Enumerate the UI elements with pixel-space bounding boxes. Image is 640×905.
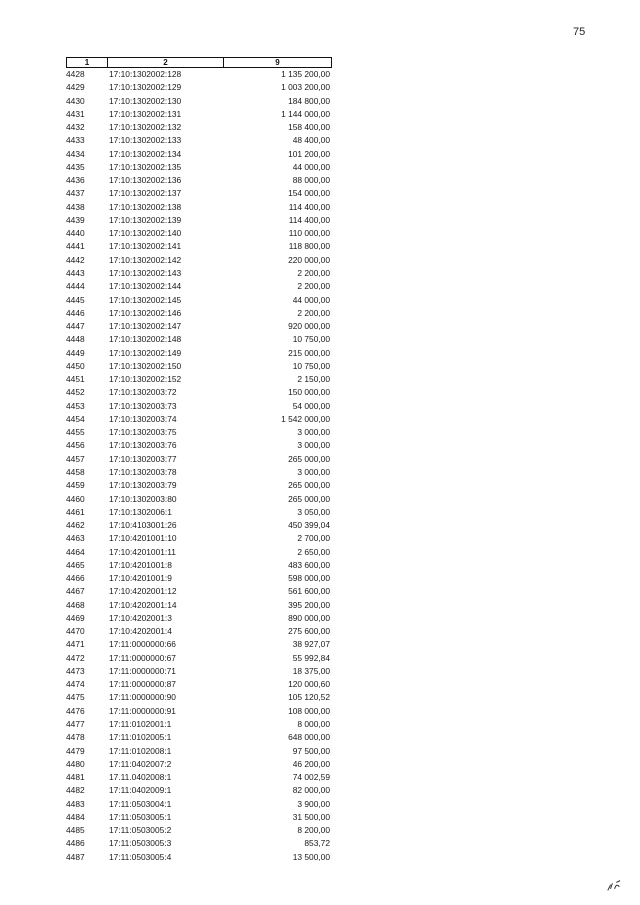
table-row — [64, 280, 339, 293]
table-row — [64, 811, 339, 824]
row-number: 4460 — [66, 493, 85, 504]
row-number: 4435 — [66, 161, 85, 172]
row-amount: 483 600,00 — [288, 559, 330, 570]
table-row — [64, 254, 339, 267]
cadastral-number: 17:10:4202001:12 — [109, 586, 177, 597]
row-amount: 215 000,00 — [288, 347, 330, 358]
row-number: 4483 — [66, 798, 85, 809]
row-number: 4484 — [66, 811, 85, 822]
row-number: 4429 — [66, 82, 85, 93]
column-header-2: 2 — [108, 58, 224, 67]
row-amount: 395 200,00 — [288, 599, 330, 610]
row-number: 4463 — [66, 533, 85, 544]
row-number: 4459 — [66, 480, 85, 491]
table-row — [64, 731, 339, 744]
cadastral-number: 17:10:4201001:9 — [109, 573, 172, 584]
table-row — [64, 758, 339, 771]
table-row — [64, 585, 339, 598]
row-number: 4465 — [66, 559, 85, 570]
row-amount: 97 500,00 — [292, 745, 330, 756]
row-number: 4478 — [66, 732, 85, 743]
table-row — [64, 373, 339, 386]
cadastral-number: 17:10:1302003:73 — [109, 400, 177, 411]
row-number: 4468 — [66, 599, 85, 610]
table-row — [64, 612, 339, 625]
table-row — [64, 121, 339, 134]
row-amount: 3 000,00 — [297, 427, 330, 438]
table-row — [64, 201, 339, 214]
row-number: 4486 — [66, 838, 85, 849]
cadastral-number: 17:10:1302003:76 — [109, 440, 177, 451]
table-row — [64, 718, 339, 731]
table-row — [64, 294, 339, 307]
row-number: 4461 — [66, 506, 85, 517]
row-number: 4469 — [66, 612, 85, 623]
table-row — [64, 240, 339, 253]
table-row — [64, 691, 339, 704]
row-number: 4437 — [66, 188, 85, 199]
row-amount: 598 000,00 — [288, 573, 330, 584]
table-row — [64, 652, 339, 665]
row-number: 4474 — [66, 679, 85, 690]
row-number: 4457 — [66, 453, 85, 464]
cadastral-number: 17:11:0503005:3 — [109, 838, 172, 849]
row-amount: 853,72 — [304, 838, 330, 849]
table-row — [64, 95, 339, 108]
table-row — [64, 493, 339, 506]
row-amount: 154 000,00 — [288, 188, 330, 199]
row-amount: 275 600,00 — [288, 626, 330, 637]
row-amount: 2 150,00 — [297, 374, 330, 385]
row-number: 4476 — [66, 705, 85, 716]
table-row — [64, 320, 339, 333]
row-number: 4462 — [66, 520, 85, 531]
row-amount: 38 927,07 — [292, 639, 330, 650]
row-amount: 118 800,00 — [288, 241, 330, 252]
cadastral-number: 17:11:0503004:1 — [109, 798, 172, 809]
row-number: 4458 — [66, 466, 85, 477]
table-row — [64, 386, 339, 399]
cadastral-number: 17:10:1302002:139 — [109, 214, 182, 225]
row-number: 4473 — [66, 665, 85, 676]
cadastral-number: 17:10:1302002:137 — [109, 188, 182, 199]
table-row — [64, 771, 339, 784]
row-amount: 88 000,00 — [292, 175, 330, 186]
cadastral-number: 17:10:1302002:129 — [109, 82, 182, 93]
table-row — [64, 638, 339, 651]
row-number: 4450 — [66, 360, 85, 371]
cadastral-number: 17:10:1302003:77 — [109, 453, 177, 464]
cadastral-number: 17:10:1302002:150 — [109, 360, 182, 371]
cadastral-number: 17.11.0402008:1 — [109, 772, 172, 783]
row-number: 4475 — [66, 692, 85, 703]
cadastral-number: 17:11:0102001:1 — [109, 719, 172, 730]
cadastral-number: 17:10:1302002:141 — [109, 241, 182, 252]
cadastral-number: 17:10:4201001:11 — [109, 546, 176, 557]
cadastral-number: 17:10:1302002:136 — [109, 175, 182, 186]
row-number: 4446 — [66, 307, 85, 318]
cadastral-number: 17:11:0000000:91 — [109, 705, 176, 716]
row-amount: 265 000,00 — [288, 493, 330, 504]
row-number: 4481 — [66, 772, 85, 783]
row-number: 4453 — [66, 400, 85, 411]
row-number: 4480 — [66, 758, 85, 769]
row-amount: 920 000,00 — [288, 321, 330, 332]
cadastral-number: 17:10:1302006:1 — [109, 506, 172, 517]
cadastral-number: 17:10:1302003:74 — [109, 413, 177, 424]
table-row — [64, 413, 339, 426]
row-number: 4440 — [66, 228, 85, 239]
row-amount: 3 050,00 — [297, 506, 330, 517]
row-amount: 101 200,00 — [288, 148, 330, 159]
row-amount: 1 144 000,00 — [281, 108, 330, 119]
row-number: 4466 — [66, 573, 85, 584]
row-amount: 3 000,00 — [297, 466, 330, 477]
row-number: 4482 — [66, 785, 85, 796]
row-amount: 114 400,00 — [288, 201, 330, 212]
table-row — [64, 161, 339, 174]
row-amount: 158 400,00 — [288, 122, 330, 133]
row-number: 4436 — [66, 175, 85, 186]
cadastral-number: 17:10:1302002:133 — [109, 135, 182, 146]
cadastral-number: 17:11:0102008:1 — [109, 745, 172, 756]
column-header-9: 9 — [275, 58, 280, 67]
row-amount: 648 000,00 — [288, 732, 330, 743]
cadastral-number: 17:10:1302002:142 — [109, 254, 182, 265]
row-number: 4452 — [66, 387, 85, 398]
cadastral-number: 17:10:1302002:143 — [109, 267, 182, 278]
page-number: 75 — [573, 26, 586, 38]
row-amount: 31 500,00 — [292, 811, 330, 822]
table-row — [64, 307, 339, 320]
row-number: 4439 — [66, 214, 85, 225]
cadastral-number: 17:11:0503005:2 — [109, 825, 172, 836]
table-row — [64, 798, 339, 811]
row-number: 4470 — [66, 626, 85, 637]
row-number: 4447 — [66, 321, 85, 332]
table-row — [64, 227, 339, 240]
row-amount: 108 000,00 — [288, 705, 330, 716]
row-amount: 1 003 200,00 — [281, 82, 330, 93]
cadastral-number: 17:10:1302002:147 — [109, 321, 182, 332]
row-amount: 114 400,00 — [288, 214, 330, 225]
table-row — [64, 784, 339, 797]
table-row — [64, 134, 339, 147]
table-row — [64, 187, 339, 200]
row-amount: 82 000,00 — [292, 785, 330, 796]
row-amount: 2 200,00 — [297, 307, 330, 318]
table-row — [64, 665, 339, 678]
table-row — [64, 479, 339, 492]
row-number: 4434 — [66, 148, 85, 159]
table-row — [64, 453, 339, 466]
row-number: 4431 — [66, 108, 85, 119]
row-amount: 3 900,00 — [297, 798, 330, 809]
row-number: 4485 — [66, 825, 85, 836]
table-row — [64, 81, 339, 94]
row-amount: 2 200,00 — [297, 267, 330, 278]
cadastral-number: 17:10:4202001:4 — [109, 626, 172, 637]
row-amount: 3 000,00 — [297, 440, 330, 451]
cadastral-number: 17:10:1302003:78 — [109, 466, 177, 477]
cadastral-number: 17:10:1302002:128 — [109, 69, 182, 79]
table-row — [64, 678, 339, 691]
row-amount: 44 000,00 — [292, 161, 330, 172]
cadastral-number: 17:10:1302002:148 — [109, 334, 182, 345]
row-number: 4464 — [66, 546, 85, 557]
row-amount: 2 650,00 — [297, 546, 330, 557]
cadastral-number: 17:10:1302003:72 — [109, 387, 177, 398]
table-row — [64, 148, 339, 161]
row-amount: 10 750,00 — [292, 360, 330, 371]
cadastral-number: 17:10:1302002:131 — [109, 108, 182, 119]
table-row — [64, 745, 339, 758]
row-amount: 8 200,00 — [297, 825, 330, 836]
row-amount: 8 000,00 — [297, 719, 330, 730]
row-number: 4432 — [66, 122, 85, 133]
row-amount: 561 600,00 — [288, 586, 330, 597]
row-number: 4479 — [66, 745, 85, 756]
table-row — [64, 174, 339, 187]
table-row — [64, 426, 339, 439]
table-row — [64, 108, 339, 121]
row-amount: 150 000,00 — [288, 387, 330, 398]
cadastral-number: 17:10:4202001:14 — [109, 599, 177, 610]
row-number: 4448 — [66, 334, 85, 345]
table-row — [64, 360, 339, 373]
cadastral-number: 17:11:0000000:71 — [109, 665, 176, 676]
row-number: 4471 — [66, 639, 85, 650]
cadastral-number: 17:11:0402009:1 — [109, 785, 172, 796]
table-row — [64, 214, 339, 227]
row-number: 4455 — [66, 427, 85, 438]
table-row — [64, 837, 339, 850]
cadastral-number: 17:11:0503005:1 — [109, 811, 172, 822]
table-row — [64, 466, 339, 479]
column-header-1: 1 — [67, 58, 108, 67]
row-number: 4433 — [66, 135, 85, 146]
cadastral-number: 17:10:1302002:134 — [109, 148, 182, 159]
cadastral-number: 17:11:0000000:87 — [109, 679, 176, 690]
cadastral-number: 17:10:1302002:130 — [109, 95, 182, 106]
row-amount: 10 750,00 — [292, 334, 330, 345]
row-amount: 450 399,04 — [288, 520, 330, 531]
cadastral-number: 17:11:0000000:66 — [109, 639, 176, 650]
table-row — [64, 705, 339, 718]
row-amount: 184 800,00 — [288, 95, 330, 106]
cadastral-number: 17:10:1302002:145 — [109, 294, 182, 305]
table-row — [64, 347, 339, 360]
row-amount: 74 002,59 — [292, 772, 330, 783]
row-number: 4430 — [66, 95, 85, 106]
table-row — [64, 400, 339, 413]
cadastral-number: 17:11:0402007:2 — [109, 758, 172, 769]
cadastral-number: 17:10:1302003:75 — [109, 427, 177, 438]
cadastral-number: 17:10:4103001:26 — [109, 520, 177, 531]
cadastral-number: 17:10:4201001:8 — [109, 559, 172, 570]
table-row — [64, 572, 339, 585]
handwritten-mark — [604, 878, 624, 893]
row-amount: 220 000,00 — [288, 254, 330, 265]
table-body — [64, 68, 339, 864]
row-amount: 110 000,00 — [288, 228, 330, 239]
row-amount: 265 000,00 — [288, 480, 330, 491]
cadastral-number: 17:10:1302002:146 — [109, 307, 182, 318]
table-row — [64, 599, 339, 612]
table-row — [64, 625, 339, 638]
cadastral-number: 17:10:1302003:80 — [109, 493, 177, 504]
row-number: 4456 — [66, 440, 85, 451]
row-number: 4472 — [66, 652, 85, 663]
row-number: 4454 — [66, 413, 85, 424]
row-amount: 2 200,00 — [297, 281, 330, 292]
row-amount: 2 700,00 — [297, 533, 330, 544]
row-number: 4441 — [66, 241, 85, 252]
row-amount: 890 000,00 — [288, 612, 330, 623]
row-number: 4428 — [66, 69, 85, 79]
row-amount: 105 120,52 — [288, 692, 330, 703]
cadastral-number: 17:11:0102005:1 — [109, 732, 172, 743]
cadastral-number: 17:10:1302002:135 — [109, 161, 182, 172]
cadastral-number: 17:10:1302002:138 — [109, 201, 182, 212]
row-amount: 44 000,00 — [292, 294, 330, 305]
table-header — [66, 57, 332, 68]
row-number: 4442 — [66, 254, 85, 265]
cadastral-number: 17:10:4202001:3 — [109, 612, 172, 623]
cadastral-number: 17:10:1302002:152 — [109, 374, 182, 385]
row-number: 4443 — [66, 267, 85, 278]
row-number: 4438 — [66, 201, 85, 212]
table-row — [64, 546, 339, 559]
table-row — [64, 267, 339, 280]
row-amount: 55 992,84 — [292, 652, 330, 663]
row-number: 4451 — [66, 374, 85, 385]
cadastral-number: 17:11:0000000:90 — [109, 692, 176, 703]
cadastral-number: 17:11:0503005:4 — [109, 851, 172, 862]
cadastral-number: 17:10:1302002:132 — [109, 122, 182, 133]
cadastral-number: 17:10:1302002:144 — [109, 281, 182, 292]
table-row — [64, 333, 339, 346]
cadastral-number: 17:11:0000000:67 — [109, 652, 176, 663]
table-row — [64, 559, 339, 572]
table-row — [64, 506, 339, 519]
row-amount: 18 375,00 — [292, 665, 330, 676]
row-amount: 13 500,00 — [292, 851, 330, 862]
table-row — [64, 519, 339, 532]
row-number: 4445 — [66, 294, 85, 305]
table-row — [64, 851, 339, 864]
row-number: 4487 — [66, 851, 85, 862]
row-number: 4449 — [66, 347, 85, 358]
table-row — [64, 532, 339, 545]
table-row — [64, 68, 339, 81]
row-amount: 1 542 000,00 — [281, 413, 330, 424]
row-amount: 48 400,00 — [292, 135, 330, 146]
row-amount: 1 135 200,00 — [281, 69, 330, 79]
row-amount: 54 000,00 — [292, 400, 330, 411]
cadastral-number: 17:10:1302003:79 — [109, 480, 177, 491]
row-number: 4444 — [66, 281, 85, 292]
row-amount: 46 200,00 — [292, 758, 330, 769]
row-amount: 265 000,00 — [288, 453, 330, 464]
row-number: 4467 — [66, 586, 85, 597]
row-amount: 120 000,60 — [288, 679, 330, 690]
row-number: 4477 — [66, 719, 85, 730]
cadastral-number: 17:10:4201001:10 — [109, 533, 177, 544]
table-row — [64, 824, 339, 837]
table-row — [64, 439, 339, 452]
cadastral-number: 17:10:1302002:140 — [109, 228, 182, 239]
cadastral-number: 17:10:1302002:149 — [109, 347, 182, 358]
